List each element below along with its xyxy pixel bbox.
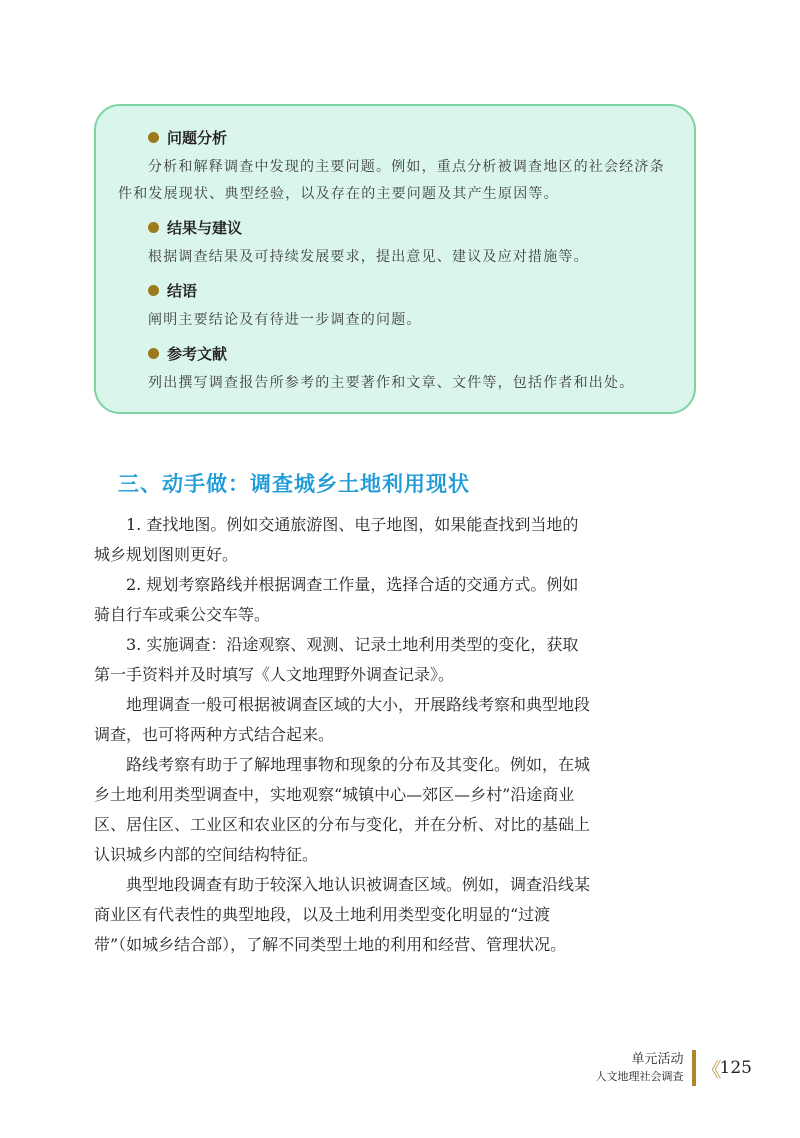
heading-references xyxy=(148,342,674,364)
bullet-dot-icon xyxy=(148,285,159,296)
paragraph-survey-methods: 地理调查一般可根据被调查区域的大小，开展路线考察和典型地段调查，也可将两种方式结合起来。 xyxy=(94,695,591,744)
paragraph-plan-route: 2. 规划考察路线并根据调查工作量，选择合适的交通方式。例如骑自行车或乘公交车等。 xyxy=(94,575,579,624)
heading-label: 结语 xyxy=(167,281,198,300)
problem-analysis-text: 分析和解释调查中发现的主要问题。例如，重点分析被调查地区的社会经济条件和发展现状、典型经验，以及存在的主要问题及其产生原因等。 xyxy=(118,159,665,202)
heading-problem-analysis xyxy=(148,126,674,148)
page-number: 125 xyxy=(719,1058,752,1078)
heading-conclusion xyxy=(148,279,674,301)
heading-label: 问题分析 xyxy=(167,128,228,147)
heading-label: 结果与建议 xyxy=(167,218,243,237)
footer-subtitle: 人文地理社会调查 xyxy=(595,1070,684,1083)
bullet-dot-icon xyxy=(148,348,159,359)
results-suggestions-text: 根据调查结果及可持续发展要求，提出意见、建议及应对措施等。 xyxy=(148,249,589,265)
footer-divider xyxy=(692,1050,696,1086)
references-text: 列出撰写调查报告所参考的主要著作和文章、文件等，包括作者和出处。 xyxy=(148,375,635,391)
double-chevron-icon: 《 xyxy=(701,1057,716,1082)
bullet-dot-icon xyxy=(148,132,159,143)
conclusion-text: 阐明主要结论及有待进一步调查的问题。 xyxy=(148,312,422,328)
footer-text xyxy=(596,1051,684,1085)
heading-results-suggestions xyxy=(148,216,674,238)
footer-unit-label: 单元活动 xyxy=(631,1052,684,1067)
bullet-dot-icon xyxy=(148,222,159,233)
paragraph-typical-section: 典型地段调查有助于较深入地认识被调查区域。例如，调查沿线某商业区有代表性的典型地段，以及土地利用类型变化明显的“过渡带”（如城乡结合部），了解不同类型土地的利用和经营、管理状况。 xyxy=(94,875,591,954)
section-title: 三、动手做：调查城乡土地利用现状 xyxy=(118,472,470,496)
heading-label: 参考文献 xyxy=(167,344,228,363)
body-text xyxy=(94,510,594,960)
paragraph-conduct-survey: 3. 实施调查：沿途观察、观测、记录土地利用类型的变化，获取第一手资料并及时填写《人文地理野外调查记录》。 xyxy=(94,635,579,684)
page-footer xyxy=(596,1050,752,1086)
info-box xyxy=(94,104,696,414)
paragraph-find-map: 1. 查找地图。例如交通旅游图、电子地图，如果能查找到当地的城乡规划图则更好。 xyxy=(94,515,579,564)
paragraph-route-survey: 路线考察有助于了解地理事物和现象的分布及其变化。例如，在城乡土地利用类型调查中，实地观察“城镇中心—郊区—乡村”沿途商业区、居住区、工业区和农业区的分布与变化，并在分析、对比的基础上认识城乡内部的空间结构特征。 xyxy=(94,755,591,864)
